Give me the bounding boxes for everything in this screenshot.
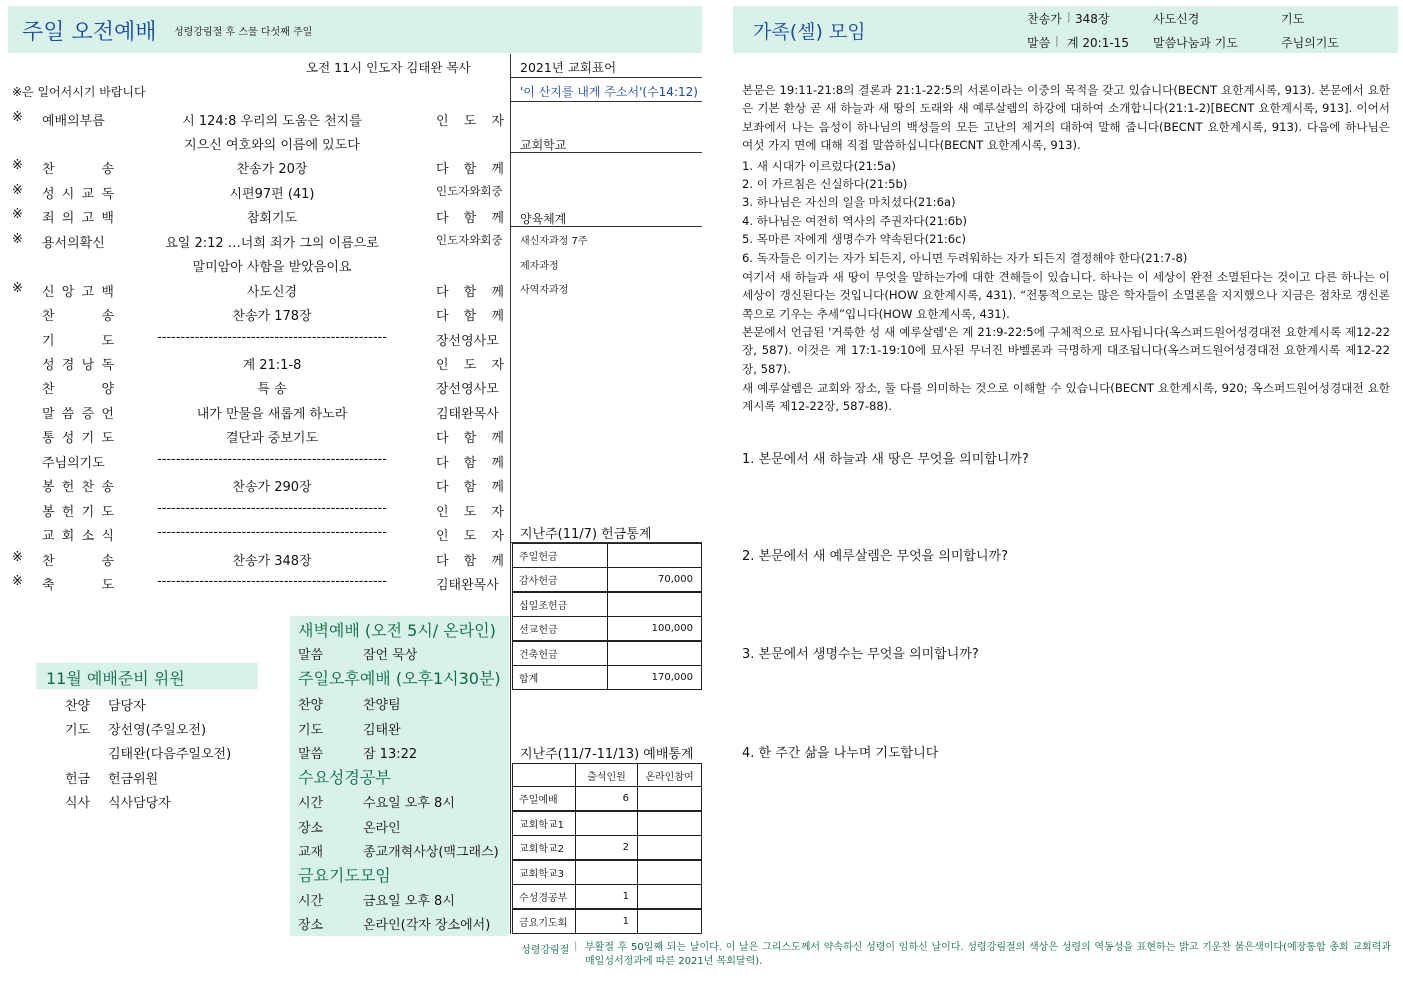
study-point: 3. 하나님은 자신의 일을 마치셨다(21:6a) bbox=[742, 195, 956, 209]
attendance-online bbox=[637, 909, 702, 934]
order-item-leader: 다 함 께 bbox=[436, 285, 504, 300]
left-header bbox=[8, 6, 702, 53]
schedule-label: 기도 bbox=[298, 723, 324, 738]
order-row bbox=[12, 424, 507, 448]
divider bbox=[510, 152, 702, 153]
order-row bbox=[12, 400, 507, 424]
order-item-label: 찬 양 bbox=[42, 382, 114, 397]
offering-amount bbox=[607, 543, 702, 568]
schedule-value: 잠 13:22 bbox=[363, 747, 418, 762]
offering-name: 합계 bbox=[512, 665, 608, 690]
order-item-content: 찬송가 348장 bbox=[232, 554, 312, 569]
order-item-label: 성 경 낭 독 bbox=[42, 358, 114, 373]
order-item-label: 찬 송 bbox=[42, 162, 114, 177]
question-item: 1. 본문에서 새 하늘과 새 땅은 무엇을 의미합니까? bbox=[742, 452, 1029, 467]
order-item-leader: 다 함 께 bbox=[436, 554, 504, 569]
order-item-content: 찬송가 290장 bbox=[232, 480, 312, 495]
attendance-name: 수성경공부 bbox=[512, 884, 576, 909]
order-item-leader: 김태완목사 bbox=[436, 407, 499, 422]
attendance-count: 2 bbox=[575, 835, 638, 860]
study-paragraph: 여기서 새 하늘과 새 땅이 무엇을 말하는가에 대한 견해들이 있습니다. 하나는 이 세상이 완전 소멸된다는 것이고 다른 하나는 이 세상이 갱신된다는 것입니다(HOW 요한계시록, 431). “전통적으로는 많은 학자들이 소멸론을 지지했으나 지금은 점차로 갱신론 쪽으로 기우는 추세”입니다(HOW 요한계시록, 431). bbox=[742, 270, 1390, 321]
stand-mark: ※ bbox=[12, 207, 23, 222]
key-separator: | bbox=[1055, 34, 1059, 47]
order-item-label: 주님의기도 bbox=[42, 456, 105, 471]
attendance-online bbox=[637, 835, 702, 860]
divider bbox=[510, 226, 702, 227]
order-row bbox=[12, 131, 507, 155]
committee-role: 찬양 bbox=[65, 699, 91, 714]
offering-name: 십일조헌금 bbox=[512, 592, 608, 617]
course-item: 새신자과정 7주 bbox=[520, 236, 588, 247]
schedule-label: 시간 bbox=[298, 894, 324, 909]
motto-heading: 2021년 교회표어 bbox=[520, 60, 617, 75]
order-row bbox=[12, 522, 507, 546]
attendance-count: 1 bbox=[575, 909, 638, 934]
offering-amount bbox=[607, 641, 702, 666]
schedule-label: 말씀 bbox=[298, 747, 324, 762]
offering-amount bbox=[607, 592, 702, 617]
afternoon-title: 주일오후예배 (오후1시30분) bbox=[298, 669, 501, 688]
order-item-content: 계 21:1-8 bbox=[242, 358, 302, 373]
order-item-leader: 다 함 께 bbox=[436, 162, 504, 177]
attendance-online bbox=[637, 786, 702, 811]
order-row bbox=[12, 278, 507, 302]
course-item: 제자과정 bbox=[520, 261, 559, 272]
committee-name: 담당자 bbox=[108, 699, 146, 714]
offering-amount: 100,000 bbox=[607, 616, 702, 641]
hymn-value: 348장 bbox=[1075, 12, 1110, 26]
order-item-label: 축 도 bbox=[42, 578, 114, 593]
attendance-name: 교회학교2 bbox=[512, 835, 576, 860]
question-item: 2. 본문에서 새 예루살렘은 무엇을 의미합니까? bbox=[742, 549, 1009, 564]
attendance-online bbox=[637, 811, 702, 836]
order-item-leader: 다 함 께 bbox=[436, 456, 504, 471]
order-item-content: 시 124:8 우리의 도움은 천지를 bbox=[182, 114, 362, 129]
order-item-content: 사도신경 bbox=[246, 285, 298, 300]
study-paragraph: 본문은 19:11-21:8의 결론과 21:1-22:5의 서론이라는 이중의 목적을 갖고 있습니다(BECNT 요한계시록, 913). 본문에서 요한은 기본 환상 곧 새 하늘과 새 땅의 도래와 새 예루살렘의 하강에 대하여 소개합니다(21:1-2)[BECNT 요한계시록, 913]. 이어서 보좌에서 나는 음성이 하나님의 백성들의 모든 고난의 제거의 대하여 말해 줍니다(BECNT 요한계시록, 913). 다음에 하나님은 여섯 가지 면에 대해 직접 말씀하십니다(BECNT 요한계시록, 913). bbox=[742, 83, 1390, 152]
attendance-name: 금요기도회 bbox=[512, 909, 576, 934]
creed-item: 사도신경 bbox=[1153, 12, 1200, 26]
attendance-count: 1 bbox=[575, 884, 638, 909]
attendance-online bbox=[637, 860, 702, 885]
order-row bbox=[12, 498, 507, 522]
order-item-content: ------------------------------------------------- bbox=[157, 330, 387, 345]
order-item-label: 봉 헌 찬 송 bbox=[42, 480, 114, 495]
lords-prayer-item: 주님의기도 bbox=[1281, 36, 1339, 50]
order-item-content: 요일 2:12 …너희 죄가 그의 이름으로 bbox=[165, 236, 379, 251]
order-item-leader: 인 도 자 bbox=[436, 358, 504, 373]
order-row bbox=[12, 155, 507, 179]
order-item-content: ------------------------------------------------- bbox=[157, 525, 387, 540]
committee-role: 기도 bbox=[65, 723, 91, 738]
order-item-content: 시편97편 (41) bbox=[229, 187, 315, 202]
schedule-label: 찬양 bbox=[298, 698, 324, 713]
school-heading: 교회학교 bbox=[520, 138, 567, 152]
question-item: 3. 본문에서 생명수는 무엇을 의미합니까? bbox=[742, 647, 979, 662]
committee-header bbox=[36, 663, 258, 689]
schedule-label: 장소 bbox=[298, 918, 324, 933]
sharing-item: 말씀나눔과 기도 bbox=[1153, 36, 1238, 50]
word-key: 말씀 bbox=[1027, 36, 1051, 50]
offering-name: 건축헌금 bbox=[512, 641, 608, 666]
order-item-label: 말 씀 증 언 bbox=[42, 407, 114, 422]
order-item-leader: 인 도 자 bbox=[436, 529, 504, 544]
attendance-name: 교회학교1 bbox=[512, 811, 576, 836]
order-row bbox=[12, 107, 507, 131]
order-item-content: 특 송 bbox=[257, 382, 287, 397]
stand-mark: ※ bbox=[12, 183, 23, 198]
attendance-name: 교회학교3 bbox=[512, 860, 576, 885]
leader-line: 오전 11시 인도자 김태완 목사 bbox=[306, 60, 471, 75]
wednesday-title: 수요성경공부 bbox=[298, 768, 391, 787]
word-value: 계 20:1-15 bbox=[1067, 36, 1129, 50]
order-item-content: 찬송가 20장 bbox=[236, 162, 308, 177]
offering-name: 주일헌금 bbox=[512, 543, 608, 568]
committee-name: 장선영(주일오전) bbox=[108, 723, 207, 738]
order-item-content: ------------------------------------------------- bbox=[157, 452, 387, 467]
order-row bbox=[12, 327, 507, 351]
motto-text: '이 산지를 내게 주소서'(수14:12) bbox=[520, 85, 698, 99]
committee-name: 김태완(다음주일오전) bbox=[108, 747, 232, 762]
study-paragraph: 새 예루살렘은 교회와 장소, 둘 다를 의미하는 것으로 이해할 수 있습니다(BECNT 요한계시록, 920; 옥스퍼드원어성경대전 요한계시록 제12-22장, 587-88). bbox=[742, 381, 1390, 414]
order-item-leader: 인 도 자 bbox=[436, 114, 504, 129]
study-point: 5. 목마른 자에게 생명수가 약속된다(21:6c) bbox=[742, 232, 967, 246]
hymn-key: 찬송가 bbox=[1027, 12, 1062, 26]
order-row bbox=[12, 253, 507, 277]
schedule-value: 찬양팀 bbox=[363, 698, 401, 713]
order-item-leader: 다 함 께 bbox=[436, 211, 504, 226]
order-item-label: 교 회 소 식 bbox=[42, 529, 114, 544]
dawn-label: 말씀 bbox=[298, 648, 324, 663]
attendance-name: 주일예배 bbox=[512, 786, 576, 811]
offering-amount: 170,000 bbox=[607, 665, 702, 690]
order-row bbox=[12, 473, 507, 497]
right-header bbox=[733, 6, 1398, 53]
attendance-count bbox=[575, 860, 638, 885]
schedule-value: 수요일 오후 8시 bbox=[363, 796, 455, 811]
order-item-label: 용서의확신 bbox=[42, 236, 105, 251]
order-item-label: 죄 의 고 백 bbox=[42, 211, 114, 226]
order-item-leader: 장선영사모 bbox=[436, 334, 499, 349]
order-item-label: 신 앙 고 백 bbox=[42, 285, 114, 300]
service-title: 주일 오전예배 bbox=[22, 20, 157, 45]
order-item-label: 기 도 bbox=[42, 334, 114, 349]
order-item-content: 말미암아 사함을 받았음이요 bbox=[192, 260, 352, 275]
order-item-content: 내가 만물을 새롭게 하노라 bbox=[196, 407, 348, 422]
order-row bbox=[12, 571, 507, 595]
offering-amount: 70,000 bbox=[607, 567, 702, 592]
stand-mark: ※ bbox=[12, 158, 23, 173]
divider bbox=[510, 101, 702, 102]
offering-name: 선교헌금 bbox=[512, 616, 608, 641]
attendance-online bbox=[637, 884, 702, 909]
dawn-value: 잠언 묵상 bbox=[363, 648, 418, 663]
committee-role: 식사 bbox=[65, 796, 91, 811]
study-point: 6. 독자들은 이기는 자가 되든지, 아니면 두려워하는 자가 되든지 결정해야 한다(21:7-8) bbox=[742, 251, 1188, 265]
stand-mark: ※ bbox=[12, 110, 23, 125]
order-item-content: 찬송가 178장 bbox=[232, 309, 312, 324]
study-paragraph: 본문에서 언급된 '거룩한 성 새 예루살렘'은 계 21:9-22:5에 구체적으로 묘사됩니다(옥스퍼드원어성경대전 요한계시록 제12-22장, 587). 이것은 계 17:1-19:10에 묘사된 무너진 바벨론과 극명하게 대조됩니다(옥스퍼드원어성경대전 요한계시록 제12-22장, 587). bbox=[742, 325, 1390, 376]
order-row bbox=[12, 547, 507, 571]
order-item-leader: 다 함 께 bbox=[436, 431, 504, 446]
stand-note: ※은 일어서시기 바랍니다 bbox=[12, 85, 146, 99]
order-item-leader: 장선영사모 bbox=[436, 382, 499, 397]
study-point: 1. 새 시대가 이르렀다(21:5a) bbox=[742, 159, 896, 173]
order-row bbox=[12, 302, 507, 326]
schedule-value: 김태완 bbox=[363, 723, 401, 738]
committee-title: 11월 예배준비 위원 bbox=[46, 669, 185, 688]
stand-mark: ※ bbox=[12, 281, 23, 296]
schedule-label: 장소 bbox=[298, 821, 324, 836]
order-item-label: 성 시 교 독 bbox=[42, 187, 114, 202]
order-item-leader: 다 함 께 bbox=[436, 309, 504, 324]
offering-name: 감사헌금 bbox=[512, 567, 608, 592]
friday-title: 금요기도모임 bbox=[298, 866, 391, 885]
footer-separator: | bbox=[574, 941, 578, 952]
attendance-heading: 지난주(11/7-11/13) 예배통계 bbox=[520, 747, 694, 762]
order-row bbox=[12, 351, 507, 375]
divider bbox=[510, 77, 702, 78]
study-point: 2. 이 가르침은 신실하다(21:5b) bbox=[742, 177, 908, 191]
order-item-content: ------------------------------------------------- bbox=[157, 501, 387, 516]
course-item: 사역자과정 bbox=[520, 285, 569, 296]
order-item-content: 결단과 중보기도 bbox=[225, 431, 319, 446]
service-subtitle: 성령강림절 후 스물 다섯째 주일 bbox=[174, 27, 313, 38]
footer-label: 성령강림절 bbox=[521, 945, 570, 956]
order-row bbox=[12, 229, 507, 253]
schedule-value: 종교개혁사상(맥그래스) bbox=[363, 845, 499, 860]
order-item-leader: 인도자와회중 bbox=[436, 233, 503, 247]
stand-mark: ※ bbox=[12, 550, 23, 565]
committee-name: 식사담당자 bbox=[108, 796, 171, 811]
footer-note: 부활절 후 50일째 되는 날이다. 이 날은 그리스도께서 약속하신 성령이 임하신 날이다. 성령강림절의 색상은 성령의 역동성을 표현하는 밝고 기운찬 붉은색이다(예장통합 총회 교회력과 매일성서정과에 따른 2021년 목회달력). bbox=[585, 942, 1391, 967]
order-row bbox=[12, 180, 507, 204]
attendance-count bbox=[575, 811, 638, 836]
order-item-leader: 인 도 자 bbox=[436, 505, 504, 520]
order-row bbox=[12, 449, 507, 473]
offering-heading: 지난주(11/7) 헌금통계 bbox=[520, 527, 652, 542]
schedule-value: 온라인 bbox=[363, 821, 401, 836]
order-item-label: 통 성 기 도 bbox=[42, 431, 114, 446]
attendance-col-count: 출석인원 bbox=[575, 763, 638, 787]
order-item-content: 지으신 여호와의 이름에 있도다 bbox=[184, 138, 360, 153]
order-item-leader: 김태완목사 bbox=[436, 578, 499, 593]
order-item-label: 찬 송 bbox=[42, 309, 114, 324]
schedule-label: 시간 bbox=[298, 796, 324, 811]
schedule-value: 온라인(각자 장소에서) bbox=[363, 918, 491, 933]
order-item-leader: 다 함 께 bbox=[436, 480, 504, 495]
cell-meeting-title: 가족(셀) 모임 bbox=[753, 21, 866, 43]
order-row bbox=[12, 375, 507, 399]
committee-role: 헌금 bbox=[65, 772, 91, 787]
order-item-label: 예배의부름 bbox=[42, 114, 105, 129]
order-item-content: ------------------------------------------------- bbox=[157, 574, 387, 589]
stand-mark: ※ bbox=[12, 232, 23, 247]
attendance-count: 6 bbox=[575, 786, 638, 811]
training-heading: 양육체계 bbox=[520, 212, 567, 226]
committee-name: 헌금위원 bbox=[108, 772, 159, 787]
order-row bbox=[12, 204, 507, 228]
key-separator: | bbox=[1067, 10, 1071, 23]
study-point: 4. 하나님은 여전히 역사의 주권자다(21:6b) bbox=[742, 214, 968, 228]
order-item-label: 찬 송 bbox=[42, 554, 114, 569]
column-divider bbox=[510, 54, 511, 934]
order-item-leader: 인도자와회중 bbox=[436, 184, 503, 198]
order-item-content: 참회기도 bbox=[246, 211, 298, 226]
prayer-item: 기도 bbox=[1281, 12, 1305, 26]
order-item-label: 봉 헌 기 도 bbox=[42, 505, 114, 520]
attendance-header-blank bbox=[512, 763, 576, 787]
dawn-title: 새벽예배 (오전 5시/ 온라인) bbox=[298, 621, 496, 640]
schedule-label: 교재 bbox=[298, 845, 324, 860]
schedule-value: 금요일 오후 8시 bbox=[363, 894, 455, 909]
question-item: 4. 한 주간 삶을 나누며 기도합니다 bbox=[742, 746, 939, 761]
attendance-col-online: 온라인참여 bbox=[637, 763, 702, 787]
stand-mark: ※ bbox=[12, 574, 23, 589]
